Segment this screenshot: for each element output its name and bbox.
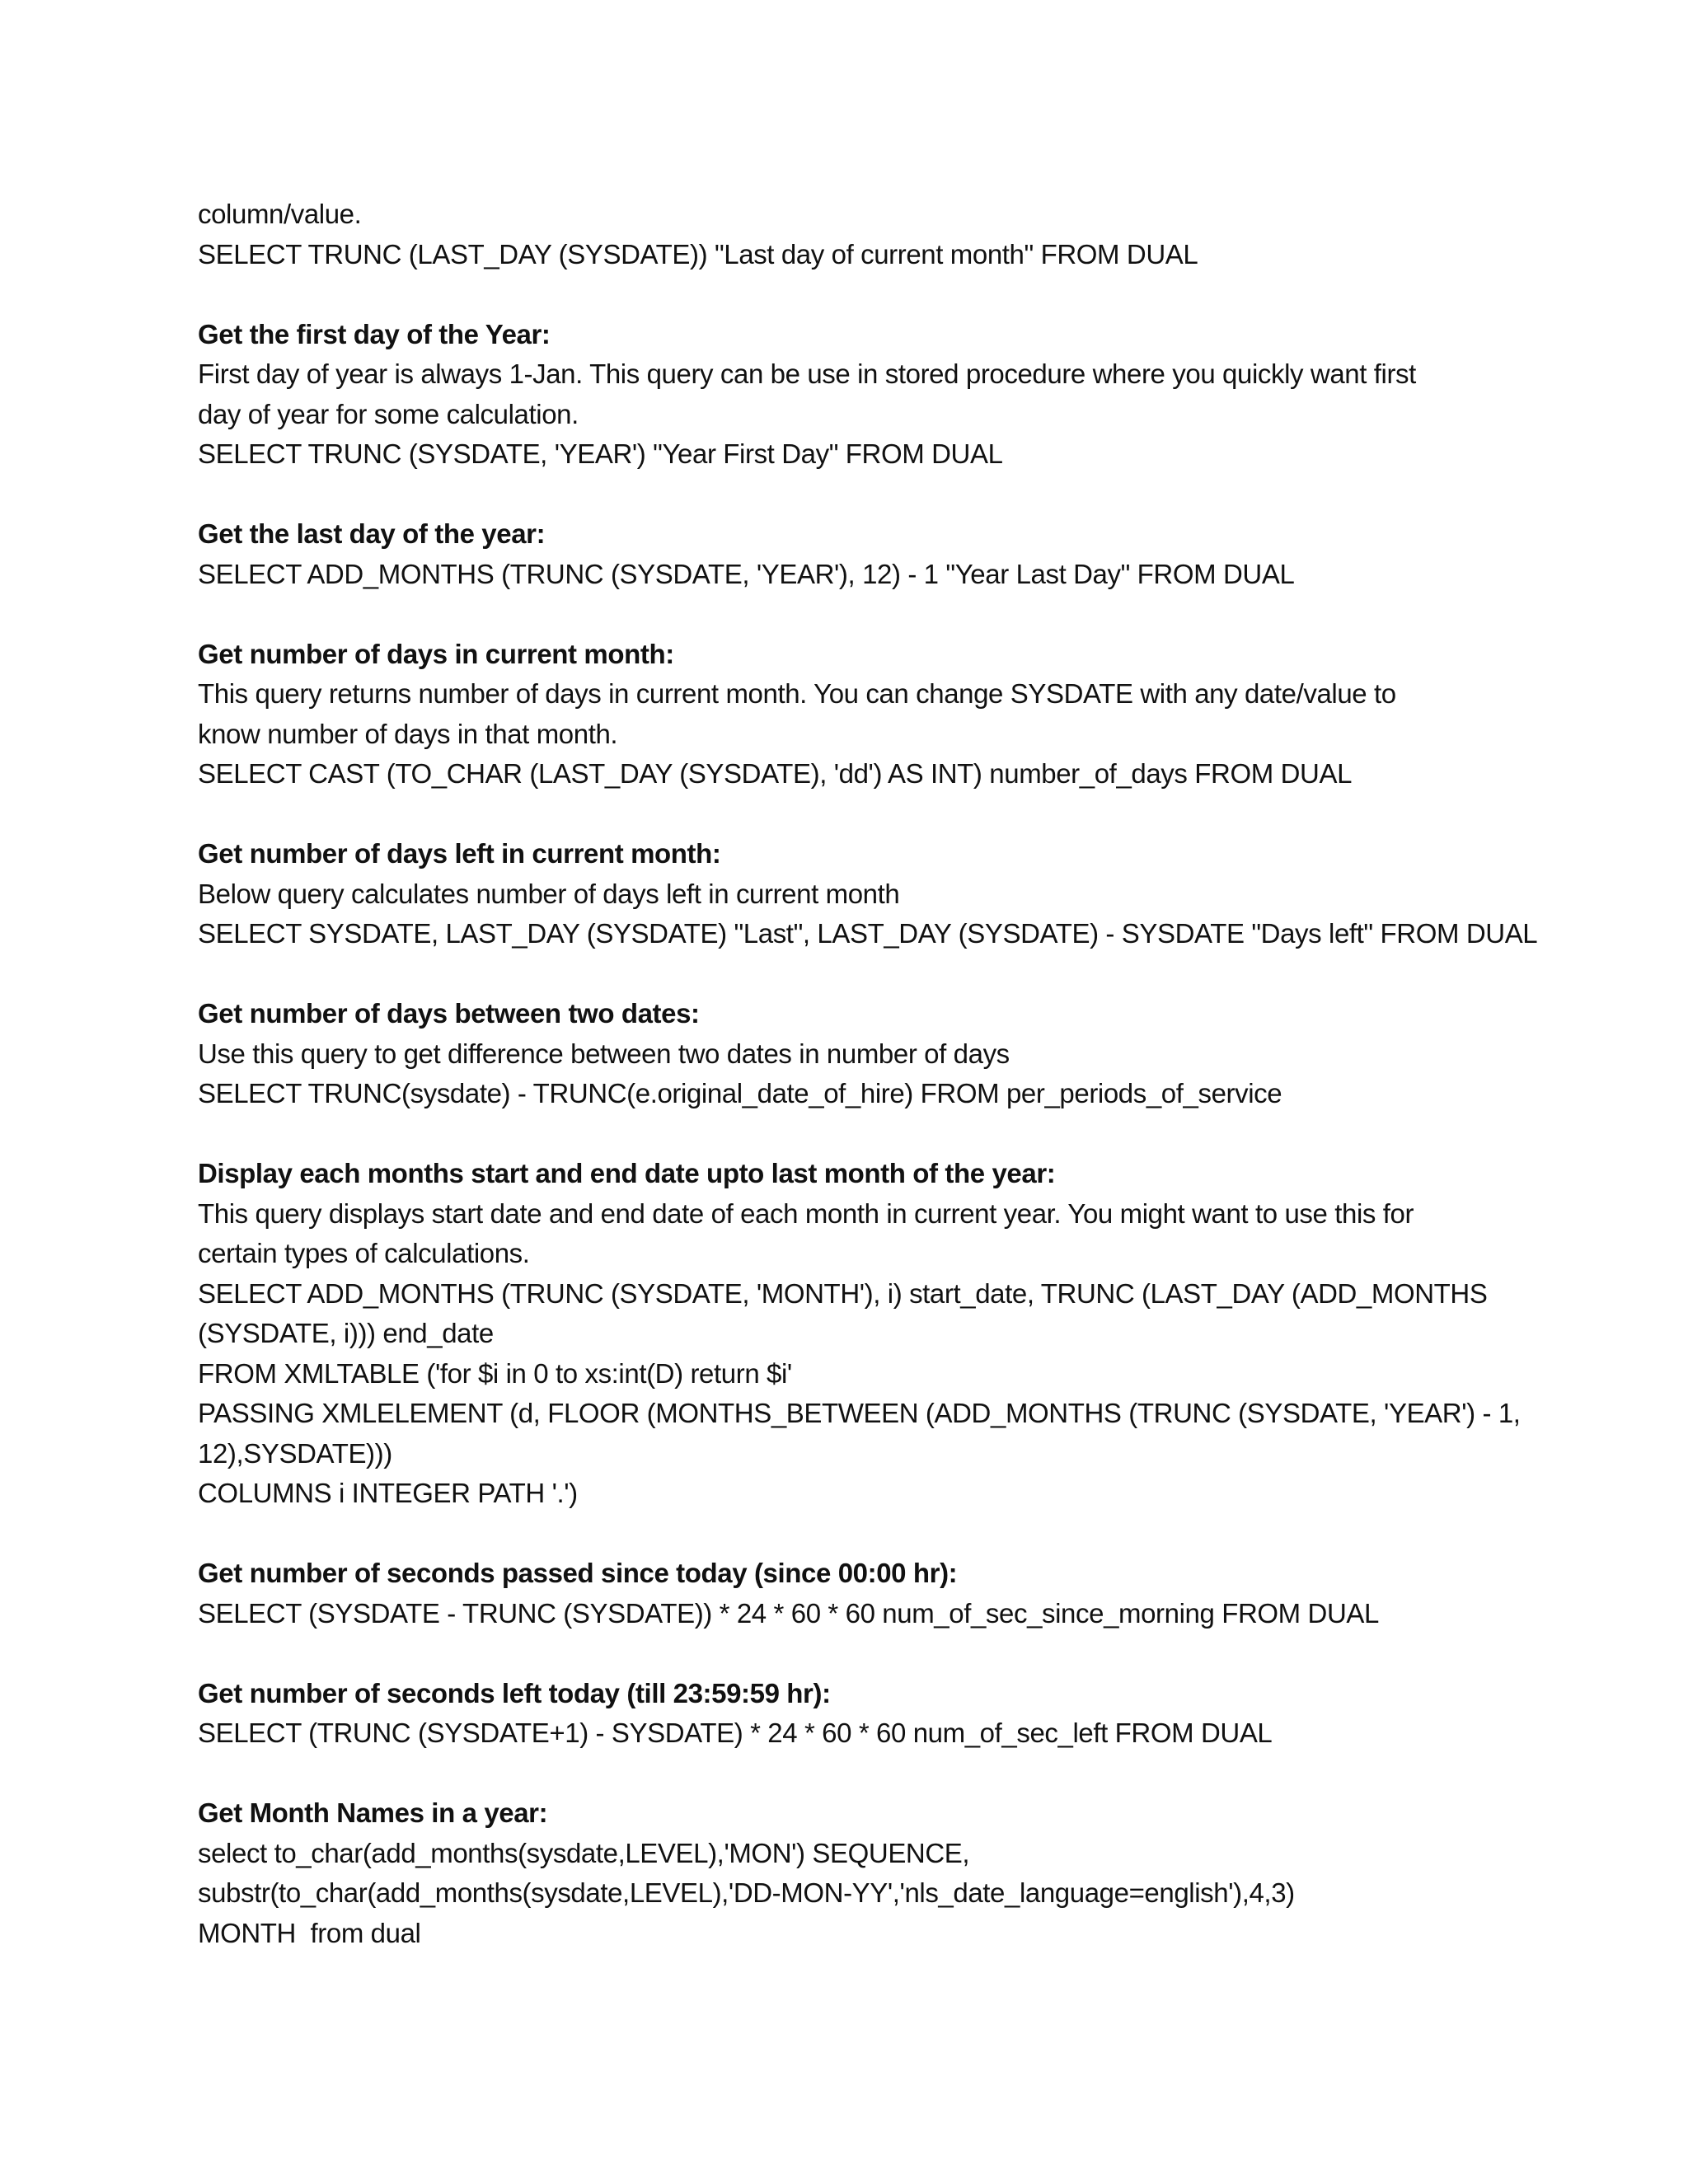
sql-query-line: MONTH from dual	[198, 1917, 421, 1948]
sql-query-line: SELECT (SYSDATE - TRUNC (SYSDATE)) * 24 * 60 * 60 num_of_sec_since_morning FROM DUAL	[198, 1597, 1379, 1629]
sql-query-line: SELECT ADD_MONTHS (TRUNC (SYSDATE, 'YEAR'), 12) - 1 "Year Last Day" FROM DUAL	[198, 558, 1295, 589]
section-heading-seconds-left-today: Get number of seconds left today (till 23:59:59 hr):	[198, 1677, 831, 1708]
section-heading-days-in-month: Get number of days in current month:	[198, 638, 674, 669]
body-text-line: Use this query to get difference between two dates in number of days	[198, 1038, 1010, 1069]
sql-query-line: SELECT TRUNC (LAST_DAY (SYSDATE)) "Last day of current month" FROM DUAL	[198, 238, 1198, 269]
paragraph-gap	[198, 954, 1508, 995]
sql-query-line: COLUMNS i INTEGER PATH '.')	[198, 1478, 578, 1508]
section-heading-seconds-passed-today: Get number of seconds passed since today (since 00:00 hr):	[198, 1558, 958, 1588]
sql-query-line: SELECT ADD_MONTHS (TRUNC (SYSDATE, 'MONTH'), i) start_date, TRUNC (LAST_DAY (ADD_MONTHS	[198, 1277, 1488, 1309]
section-heading-last-day-of-year: Get the last day of the year:	[198, 518, 546, 549]
section-heading-days-left-in-month: Get number of days left in current month:	[198, 838, 721, 869]
sql-query-line: SELECT SYSDATE, LAST_DAY (SYSDATE) "Last", LAST_DAY (SYSDATE) - SYSDATE "Days left" FROM DUAL	[198, 918, 1538, 949]
paragraph-gap	[198, 1114, 1508, 1155]
sql-query-line: 12),SYSDATE)))	[198, 1437, 392, 1469]
body-text-line: First day of year is always 1-Jan. This query can be use in stored procedure where you quickly want first	[198, 359, 1416, 389]
section-heading-days-between-dates: Get number of days between two dates:	[198, 998, 700, 1029]
sql-query-line: select to_char(add_months(sysdate,LEVEL),'MON') SEQUENCE,	[198, 1837, 970, 1868]
body-text-line: This query displays start date and end date of each month in current year. You might want to use this for	[198, 1197, 1414, 1229]
paragraph-gap	[198, 794, 1508, 835]
sql-query-line: substr(to_char(add_months(sysdate,LEVEL),'DD-MON-YY','nls_date_language=english'),4,3)	[198, 1877, 1295, 1908]
paragraph-gap	[198, 274, 1508, 315]
body-text-line: This query returns number of days in current month. You can change SYSDATE with any date/value to	[198, 678, 1396, 709]
section-heading-month-start-end-dates: Display each months start and end date upto last month of the year:	[198, 1158, 1056, 1188]
paragraph-gap	[198, 594, 1508, 635]
body-text-line: Below query calculates number of days left in current month	[198, 878, 900, 909]
sql-query-line: (SYSDATE, i))) end_date	[198, 1318, 494, 1348]
sql-query-line: SELECT TRUNC(sysdate) - TRUNC(e.original_date_of_hire) FROM per_periods_of_service	[198, 1078, 1282, 1108]
body-text-line: certain types of calculations.	[198, 1238, 530, 1268]
paragraph-gap	[198, 1754, 1508, 1794]
paragraph-gap	[198, 1514, 1508, 1554]
section-heading-first-day-of-year: Get the first day of the Year:	[198, 318, 551, 349]
paragraph-gap	[198, 1633, 1508, 1674]
body-text-line: day of year for some calculation.	[198, 398, 579, 429]
sql-query-line: PASSING XMLELEMENT (d, FLOOR (MONTHS_BETWEEN (ADD_MONTHS (TRUNC (SYSDATE, 'YEAR') - 1,	[198, 1398, 1521, 1428]
body-text-line: column/value.	[198, 199, 362, 229]
section-heading-month-names: Get Month Names in a year:	[198, 1797, 548, 1828]
sql-query-line: SELECT (TRUNC (SYSDATE+1) - SYSDATE) * 24 * 60 * 60 num_of_sec_left FROM DUAL	[198, 1718, 1273, 1748]
body-text-line: know number of days in that month.	[198, 718, 618, 749]
paragraph-gap	[198, 475, 1508, 515]
sql-query-line: SELECT TRUNC (SYSDATE, 'YEAR') "Year First Day" FROM DUAL	[198, 438, 1003, 469]
sql-query-line: SELECT CAST (TO_CHAR (LAST_DAY (SYSDATE), 'dd') AS INT) number_of_days FROM DUAL	[198, 758, 1353, 789]
sql-query-line: FROM XMLTABLE ('for $i in 0 to xs:int(D) return $i'	[198, 1357, 792, 1389]
document-body	[198, 194, 1538, 1953]
